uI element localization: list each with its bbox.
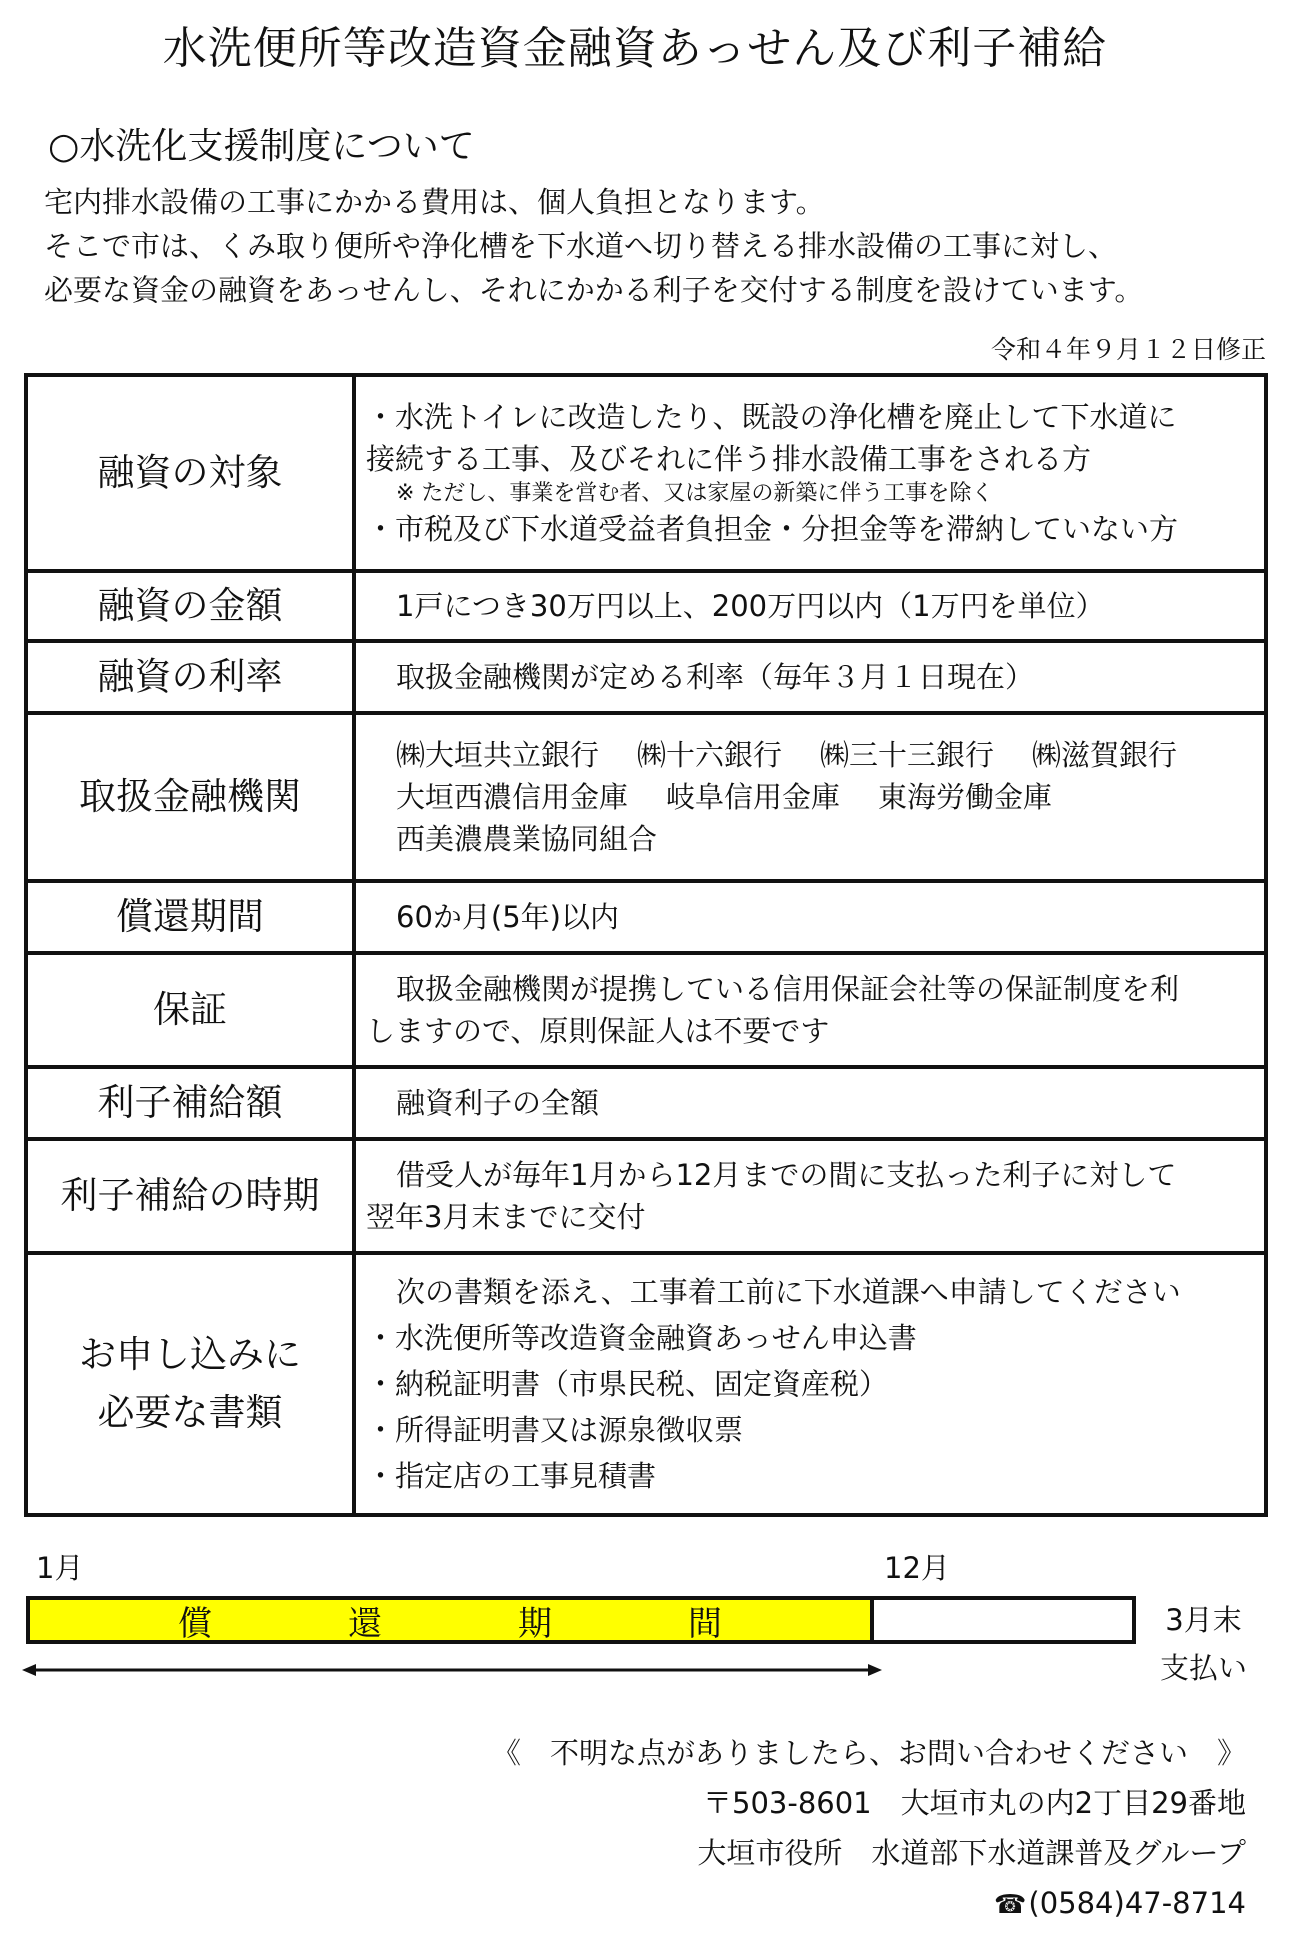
contact-office: 大垣市役所 水道部下水道課普及グループ <box>697 1836 1246 1870</box>
table-row-institutions <box>26 713 1266 881</box>
contact-phone: ☎(0584)47-8714 <box>492 1878 1246 1930</box>
table-row-rate <box>26 641 1266 713</box>
institution-list: 西美濃農業協同組合 <box>396 822 658 856</box>
revision-date: 令和４年９月１２日修正 <box>990 335 1266 364</box>
info-table <box>24 373 1268 1517</box>
row-label: 償還期間 <box>26 881 354 953</box>
row-label: 融資の利率 <box>26 641 354 713</box>
repayment-period-bar <box>26 1596 874 1644</box>
contact-info <box>492 1728 1246 1930</box>
double-arrow-icon <box>22 1662 882 1678</box>
bar-char: 間 <box>688 1603 722 1644</box>
table-row-period <box>26 881 1266 953</box>
table-row-target <box>26 375 1266 571</box>
row-label: 取扱金融機関 <box>26 713 354 881</box>
row-value: 融資利子の全額 <box>354 1067 1266 1139</box>
row-value: 次の書類を添え、工事着工前に下水道課へ申請してください ・水洗便所等改造資金融資あっせん申込書 ・納税証明書（市県民税、固定資産税） ・所得証明書又は源泉徴収票 ・指定店の工事見積書 <box>354 1253 1266 1515</box>
bar-char: 還 <box>348 1603 382 1644</box>
row-value: 借受人が毎年1月から12月までの間に支払った利子に対して 翌年3月末までに交付 <box>354 1139 1266 1253</box>
list-item: ・水洗便所等改造資金融資あっせん申込書 <box>366 1321 917 1355</box>
row-value: 取扱金融機関が定める利率（毎年３月１日現在） <box>354 641 1266 713</box>
row-label: 保証 <box>26 953 354 1067</box>
contact-address: 〒503-8601 大垣市丸の内2丁目29番地 <box>703 1786 1246 1820</box>
table-row-amount <box>26 571 1266 641</box>
institution-list: 大垣西濃信用金庫 岐阜信用金庫 東海労働金庫 <box>396 780 1053 814</box>
list-item: ・指定店の工事見積書 <box>366 1459 657 1493</box>
institution-list: ㈱大垣共立銀行 ㈱十六銀行 ㈱三十三銀行 ㈱滋賀銀行 <box>396 738 1178 772</box>
timeline-start-label: 1月 <box>36 1551 84 1585</box>
row-value: ・水洗トイレに改造したり、既設の浄化槽を廃止して下水道に 接続する工事、及びそれに伴う排水設備工事をされる方 ※ ただし、事業を営む者、又は家屋の新築に伴う工事を除く ・市税及び下水道受益者負担金・分担金等を滞納していない方 <box>354 375 1266 571</box>
row-value <box>354 713 1266 881</box>
table-row-guarantee <box>26 953 1266 1067</box>
list-item: ・納税証明書（市県民税、固定資産税） <box>366 1367 889 1401</box>
intro-line: 必要な資金の融資をあっせんし、それにかかる利子を交付する制度を設けています。 <box>44 273 1144 307</box>
row-label: 利子補給額 <box>26 1067 354 1139</box>
table-row-documents <box>26 1253 1266 1515</box>
list-item: ・所得証明書又は源泉徴収票 <box>366 1413 744 1447</box>
timeline-end-label: 12月 <box>884 1551 950 1585</box>
intro-line: 宅内排水設備の工事にかかる費用は、個人負担となります。 <box>44 185 825 219</box>
contact-notice: 《 不明な点がありましたら、お問い合わせください 》 <box>491 1736 1246 1770</box>
row-label: 融資の金額 <box>26 571 354 641</box>
page-title: 水洗便所等改造資金融資あっせん及び利子補給 <box>162 23 1108 74</box>
row-value: 取扱金融機関が提携している信用保証会社等の保証制度を利 しますので、原則保証人は不要です <box>354 953 1266 1067</box>
repayment-timeline <box>0 1540 1296 1690</box>
table-row-subsidy-timing <box>26 1139 1266 1253</box>
bar-char: 期 <box>518 1603 552 1644</box>
payment-label: 3月末 支払い <box>1160 1603 1248 1685</box>
intro-text <box>44 180 1143 312</box>
section-heading: ○水洗化支援制度について <box>48 126 475 167</box>
payment-interval-box <box>870 1596 1136 1644</box>
row-label: 利子補給の時期 <box>26 1139 354 1253</box>
intro-line: そこで市は、くみ取り便所や浄化槽を下水道へ切り替える排水設備の工事に対し、 <box>44 229 1118 263</box>
row-value: 1戸につき30万円以上、200万円以内（1万円を単位） <box>354 571 1266 641</box>
table-row-subsidy-amount <box>26 1067 1266 1139</box>
row-label: お申し込みに 必要な書類 <box>26 1253 354 1515</box>
row-value: 60か月(5年)以内 <box>354 881 1266 953</box>
note: ※ ただし、事業を営む者、又は家屋の新築に伴う工事を除く <box>396 481 994 506</box>
telephone-icon: ☎ <box>994 1890 1027 1920</box>
bar-char: 償 <box>178 1603 212 1644</box>
row-label: 融資の対象 <box>26 375 354 571</box>
